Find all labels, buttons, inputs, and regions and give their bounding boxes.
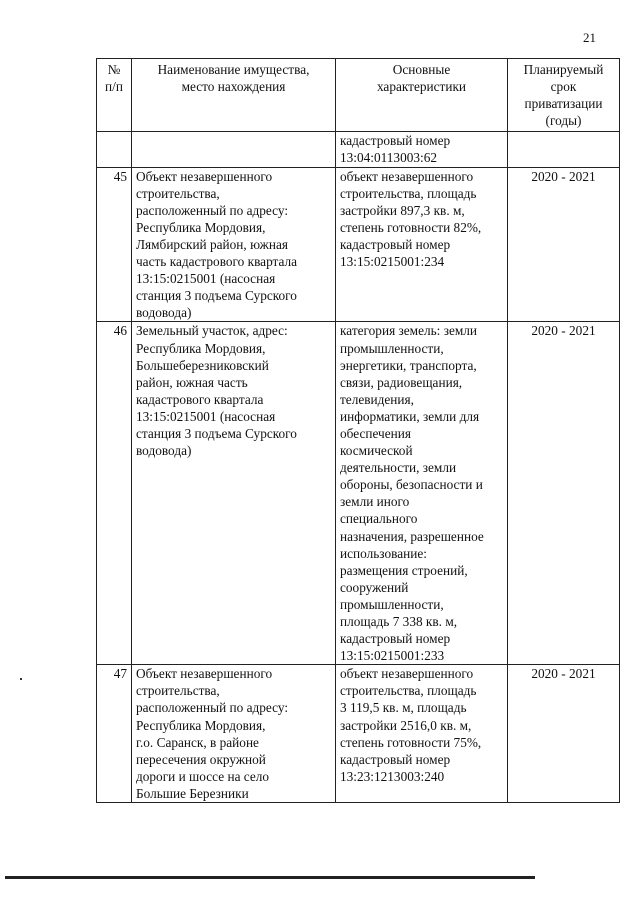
- cell-line: 13:04:0113003:62: [340, 150, 438, 166]
- cell-line: площадь 7 338 кв. м,: [340, 614, 458, 629]
- cell-line: Большие Березники: [136, 785, 249, 801]
- row-number: [97, 132, 132, 167]
- cell-line: строительства,: [136, 185, 220, 201]
- cell-line: обеспечения: [340, 425, 411, 441]
- cell-line: телевидения,: [340, 391, 414, 407]
- cell-line: часть кадастрового квартала: [136, 254, 298, 270]
- header-line: (годы): [545, 113, 582, 129]
- cell-line: Большеберезниковский: [136, 357, 269, 373]
- table-row: [97, 665, 620, 803]
- cell-line: Республика Мордовия,: [136, 340, 266, 356]
- cell-line: степень готовности 75%,: [340, 734, 482, 750]
- property-name-cell: [132, 665, 336, 803]
- cell-line: Республика Мордовия,: [136, 717, 266, 733]
- cell-line: строительства, площадь: [340, 683, 477, 699]
- characteristics-cell: [336, 132, 508, 167]
- cell-line: размещения строений,: [340, 562, 468, 578]
- cell-line: кадастровый номер: [340, 631, 451, 647]
- cell-line: космической: [340, 443, 413, 459]
- property-name-cell: [132, 132, 336, 167]
- table-row: [97, 322, 620, 665]
- row-number: 45: [97, 167, 132, 322]
- cell-line: 13:15:0215001 (насосная: [136, 408, 276, 424]
- cell-line: 13:23:1213003:240: [340, 768, 445, 784]
- header-privatization-term: [508, 59, 620, 132]
- header-line: характеристики: [376, 79, 467, 95]
- cell-line: район, южная часть: [136, 374, 248, 390]
- cell-line: объект незавершенного: [340, 168, 474, 184]
- characteristics-cell: [336, 167, 508, 322]
- table-row: [97, 167, 620, 322]
- page-bottom-rule: [5, 876, 535, 879]
- cell-line: застройки 897,3 кв. м,: [340, 202, 465, 218]
- property-table: [96, 58, 620, 803]
- header-line: Наименование имущества,: [157, 62, 310, 77]
- table-row: [97, 132, 620, 167]
- cell-line: кадастровый номер: [340, 133, 451, 149]
- header-characteristics: [336, 59, 508, 132]
- cell-line: Лямбирский район, южная: [136, 236, 288, 252]
- cell-line: деятельности, земли: [340, 460, 457, 476]
- cell-line: 13:15:0215001:233: [340, 648, 445, 664]
- cell-line: расположенный по адресу:: [136, 700, 289, 716]
- cell-line: кадастровый номер: [340, 751, 451, 767]
- privatization-term: 2020 - 2021: [508, 665, 620, 803]
- cell-line: 13:15:0215001:234: [340, 254, 445, 270]
- table-header-row: [97, 59, 620, 132]
- header-line: Основные: [392, 62, 451, 77]
- cell-line: промышленности,: [340, 596, 444, 612]
- property-name-cell: [132, 167, 336, 322]
- cell-line: Объект незавершенного: [136, 666, 273, 682]
- cell-line: станция 3 подъема Сурского: [136, 288, 297, 304]
- cell-line: пересечения окружной: [136, 751, 266, 767]
- cell-line: объект незавершенного: [340, 666, 474, 682]
- cell-line: промышленности,: [340, 340, 444, 356]
- cell-line: обороны, безопасности и: [340, 477, 483, 493]
- cell-line: информатики, земли для: [340, 408, 480, 424]
- cell-line: кадастрового квартала: [136, 391, 264, 407]
- cell-line: расположенный по адресу:: [136, 202, 289, 218]
- cell-line: строительства, площадь: [340, 185, 477, 201]
- cell-line: станция 3 подъема Сурского: [136, 425, 297, 441]
- cell-line: строительства,: [136, 683, 220, 699]
- cell-line: Земельный участок, адрес:: [136, 323, 288, 339]
- cell-line: водовода): [136, 305, 192, 321]
- header-name-location: [132, 59, 336, 132]
- cell-line: земли иного: [340, 494, 410, 510]
- header-line: приватизации: [524, 96, 603, 112]
- cell-line: использование:: [340, 545, 427, 561]
- cell-line: энергетики, транспорта,: [340, 357, 477, 373]
- cell-line: водовода): [136, 443, 192, 459]
- cell-line: Республика Мордовия,: [136, 219, 266, 235]
- cell-line: дороги и шоссе на село: [136, 768, 270, 784]
- property-name-cell: [132, 322, 336, 665]
- privatization-term: [508, 132, 620, 167]
- cell-line: 3 119,5 кв. м, площадь: [340, 700, 467, 716]
- header-line: п/п: [105, 79, 123, 95]
- cell-line: степень готовности 82%,: [340, 219, 482, 235]
- header-line: Планируемый: [523, 62, 604, 77]
- cell-line: категория земель: земли: [340, 323, 478, 339]
- cell-line: специального: [340, 511, 418, 527]
- cell-line: 13:15:0215001 (насосная: [136, 271, 276, 287]
- page-number: 21: [583, 30, 596, 45]
- cell-line: кадастровый номер: [340, 236, 451, 252]
- header-number: [97, 59, 132, 132]
- header-line: место нахождения: [181, 79, 286, 95]
- cell-line: г.о. Саранск, в районе: [136, 734, 259, 750]
- cell-line: связи, радиовещания,: [340, 374, 463, 390]
- cell-line: застройки 2516,0 кв. м,: [340, 717, 472, 733]
- characteristics-cell: [336, 665, 508, 803]
- row-number: 46: [97, 322, 132, 665]
- characteristics-cell: [336, 322, 508, 665]
- cell-line: Объект незавершенного: [136, 168, 273, 184]
- row-number: 47: [97, 665, 132, 803]
- cell-line: назначения, разрешенное: [340, 528, 484, 544]
- privatization-term: 2020 - 2021: [508, 167, 620, 322]
- cell-line: сооружений: [340, 579, 409, 595]
- privatization-term: 2020 - 2021: [508, 322, 620, 665]
- header-line: №: [107, 62, 121, 77]
- scan-dot-mark: [20, 678, 22, 680]
- header-line: срок: [550, 79, 577, 95]
